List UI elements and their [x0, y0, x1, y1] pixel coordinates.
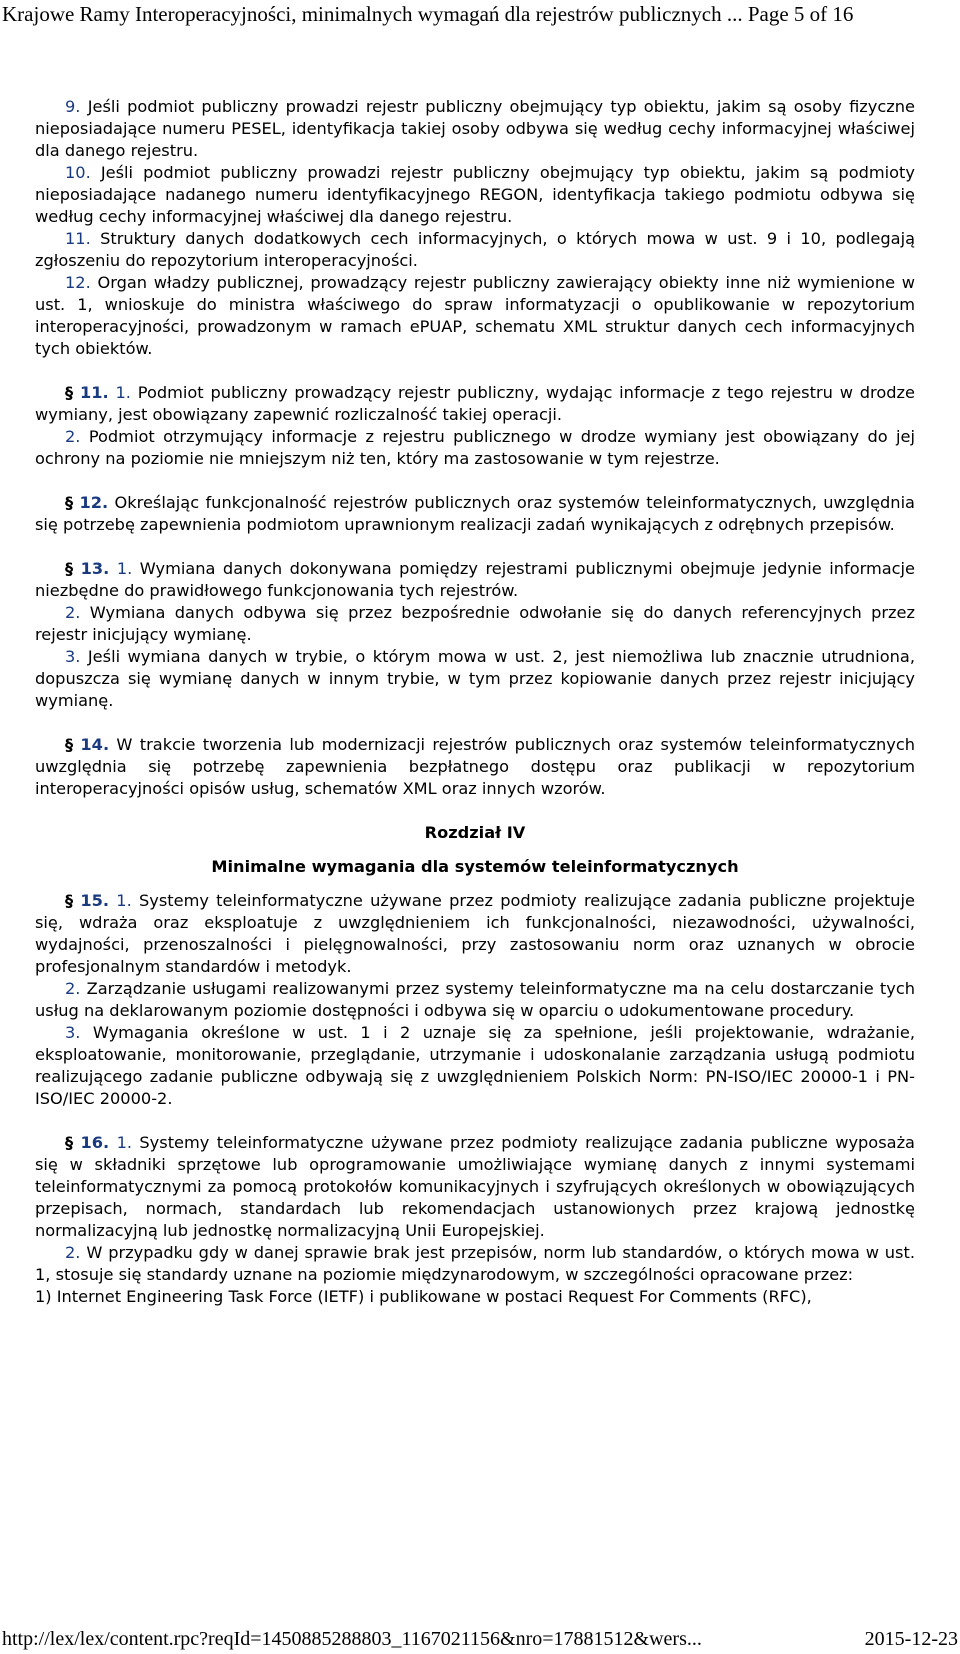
page-header: Krajowe Ramy Interoperacyjności, minimalnych wymagań dla rejestrów publicznych ... Page 5 of 16 — [2, 2, 854, 26]
section-mark: § — [65, 1133, 74, 1152]
paragraph-10 — [35, 162, 915, 228]
point-text: Systemy teleinformatyczne używane przez podmioty realizujące zadania publiczne projektuje się, wdraża oraz eksploatuje z uwzględnieniem ich funkcjonalności, niezawodności, używalności, wydajności, przenoszalności i pielęgnowalności, przy zastosowaniu norm oraz uznanych w obrocie profesjonalnym standardów i metodyk. — [35, 891, 915, 976]
section-number: 16. — [80, 1133, 110, 1152]
section-number: 13. — [80, 559, 110, 578]
point-text: Wymiana danych odbywa się przez bezpośrednie odwołanie się do danych referencyjnych przez rejestr inicjujący wymianę. — [35, 603, 915, 644]
section-15-p2 — [35, 978, 915, 1022]
point-text: Podmiot otrzymujący informacje z rejestru publicznego w drodze wymiany jest obowiązany do jej ochrony na poziomie nie mniejszym niż ten, który ma zastosowanie w tym rejestrze. — [35, 427, 915, 468]
section-mark: § — [65, 559, 74, 578]
point-number: 1. — [115, 383, 131, 402]
point-text: Jeśli podmiot publiczny prowadzi rejestr publiczny obejmujący typ obiektu, jakim są osoby fizyczne nieposiadające numeru PESEL, identyfikacja takiej osoby odbywa się według cechy informacyjnej właściwej dla danego rejestru. — [35, 97, 915, 160]
point-number: 10. — [65, 163, 91, 182]
point-number: 1. — [116, 559, 133, 578]
section-13-p2 — [35, 602, 915, 646]
point-text: Organ władzy publicznej, prowadzący rejestr publiczny zawierający obiekty inne niż wymienione w ust. 1, wnioskuje do ministra właściwego do spraw informatyzacji o opublikowanie w repozytorium interoperacyjności, prowadzonym w ramach ePUAP, schematu XML struktur danych cech informacyjnych tych obiektów. — [35, 273, 915, 358]
point-text: Podmiot publiczny prowadzący rejestr publiczny, wydając informacje z tego rejestru w drodze wymiany, jest obowiązany zapewnić rozliczalność takiej operacji. — [35, 383, 915, 424]
point-number: 3. — [65, 1023, 81, 1042]
point-number: 9. — [65, 97, 81, 116]
point-number: 2. — [65, 979, 81, 998]
point-text: Struktury danych dodatkowych cech informacyjnych, o których mowa w ust. 9 i 10, podlegają zgłoszeniu do repozytorium interoperacyjności. — [35, 229, 915, 270]
section-11-p2 — [35, 426, 915, 470]
point-number: 11. — [65, 229, 91, 248]
chapter-subtitle: Minimalne wymagania dla systemów teleinformatycznych — [211, 857, 739, 876]
footer-url: http://lex/lex/content.rpc?reqId=1450885288803_1167021156&nro=17881512&wers... — [2, 1628, 702, 1650]
point-text: Jeśli podmiot publiczny prowadzi rejestr publiczny obejmujący typ obiektu, jakim są podmioty nieposiadające nadanego numeru identyfikacyjnego REGON, identyfikacja takiego podmiotu odbywa się według cechy informacyjnej właściwej dla danego rejestru. — [35, 163, 915, 226]
point-text: W przypadku gdy w danej sprawie brak jest przepisów, norm lub standardów, o których mowa w ust. 1, stosuje się standardy uznane na poziomie międzynarodowym, w szczególności opracowane przez: — [35, 1243, 915, 1284]
section-number: 12. — [79, 493, 109, 512]
point-text: Jeśli wymiana danych w trybie, o którym mowa w ust. 2, jest niemożliwa lub znacznie utrudniona, dopuszcza się wymianę danych w innym trybie, w tym przez kopiowanie danych przez rejestr inicjujący wymianę. — [35, 647, 915, 710]
section-13-p3 — [35, 646, 915, 712]
section-text: W trakcie tworzenia lub modernizacji rejestrów publicznych oraz systemów teleinformatycznych uwzględnia się potrzebę zapewnienia bezpłatnego dostępu oraz publikacji w repozytorium interoperacyjności opisów usług, schematów XML oraz innych wzorów. — [35, 735, 915, 798]
section-mark: § — [65, 891, 74, 910]
section-text: Określając funkcjonalność rejestrów publicznych oraz systemów teleinformatycznych, uwzględnia się potrzebę zapewnienia podmiotom uprawnionym realizacji zadań wynikających z odrębnych przepisów. — [35, 493, 915, 534]
section-13-p1 — [35, 558, 915, 602]
point-text: Zarządzanie usługami realizowanymi przez systemy teleinformatyczne ma na celu dostarczanie tych usług na deklarowanym poziomie dostępności i odbywa się w oparciu o udokumentowane procedury. — [35, 979, 915, 1020]
section-mark: § — [65, 383, 74, 402]
paragraph-9 — [35, 96, 915, 162]
point-number: 2. — [65, 1243, 81, 1262]
section-number: 14. — [80, 735, 110, 754]
point-number: 1. — [116, 891, 132, 910]
section-14 — [35, 734, 915, 800]
page-footer — [2, 1627, 958, 1651]
section-number: 11. — [79, 383, 109, 402]
section-15-p1 — [35, 890, 915, 978]
paragraph-12 — [35, 272, 915, 360]
section-number: 15. — [80, 891, 110, 910]
section-11-p1 — [35, 382, 915, 426]
section-mark: § — [65, 735, 74, 754]
point-number: 3. — [65, 647, 81, 666]
section-12 — [35, 492, 915, 536]
section-mark: § — [65, 493, 74, 512]
section-16-item-1: 1) Internet Engineering Task Force (IETF) i publikowane w postaci Request For Comments (RFC), — [35, 1287, 812, 1306]
point-number: 12. — [65, 273, 91, 292]
section-16-p2 — [35, 1242, 915, 1286]
chapter-title: Rozdział IV — [424, 823, 526, 842]
point-number: 2. — [65, 603, 81, 622]
section-16-p1 — [35, 1132, 915, 1242]
point-text: Wymagania określone w ust. 1 i 2 uznaje się za spełnione, jeśli projektowanie, wdrażanie, eksploatowanie, monitorowanie, przeglądanie, utrzymanie i udoskonalanie zarządzania usługą podmiotu realizującego zadanie publiczne odbywają się z uwzględnieniem Polskich Norm: PN-ISO/IEC 20000-1 i PN-ISO/IEC 20000-2. — [35, 1023, 915, 1108]
section-15-p3 — [35, 1022, 915, 1110]
footer-date: 2015-12-23 — [864, 1628, 958, 1650]
point-text: Systemy teleinformatyczne używane przez podmioty realizujące zadania publiczne wyposaża się w składniki sprzętowe lub oprogramowanie umożliwiające wymianę danych z innymi systemami teleinformatycznymi za pomocą protokołów komunikacyjnych i szyfrujących określonych w obowiązujących przepisach, normach, standardach lub rekomendacjach ustanowionych przez krajową jednostkę normalizacyjną lub jednostkę normalizacyjną Unii Europejskiej. — [35, 1133, 915, 1240]
point-number: 2. — [65, 427, 81, 446]
point-text: Wymiana danych dokonywana pomiędzy rejestrami publicznymi obejmuje jedynie informacje niezbędne do prawidłowego funkcjonowania tych rejestrów. — [35, 559, 916, 600]
paragraph-11 — [35, 228, 915, 272]
point-number: 1. — [116, 1133, 133, 1152]
document-body — [35, 96, 915, 1308]
